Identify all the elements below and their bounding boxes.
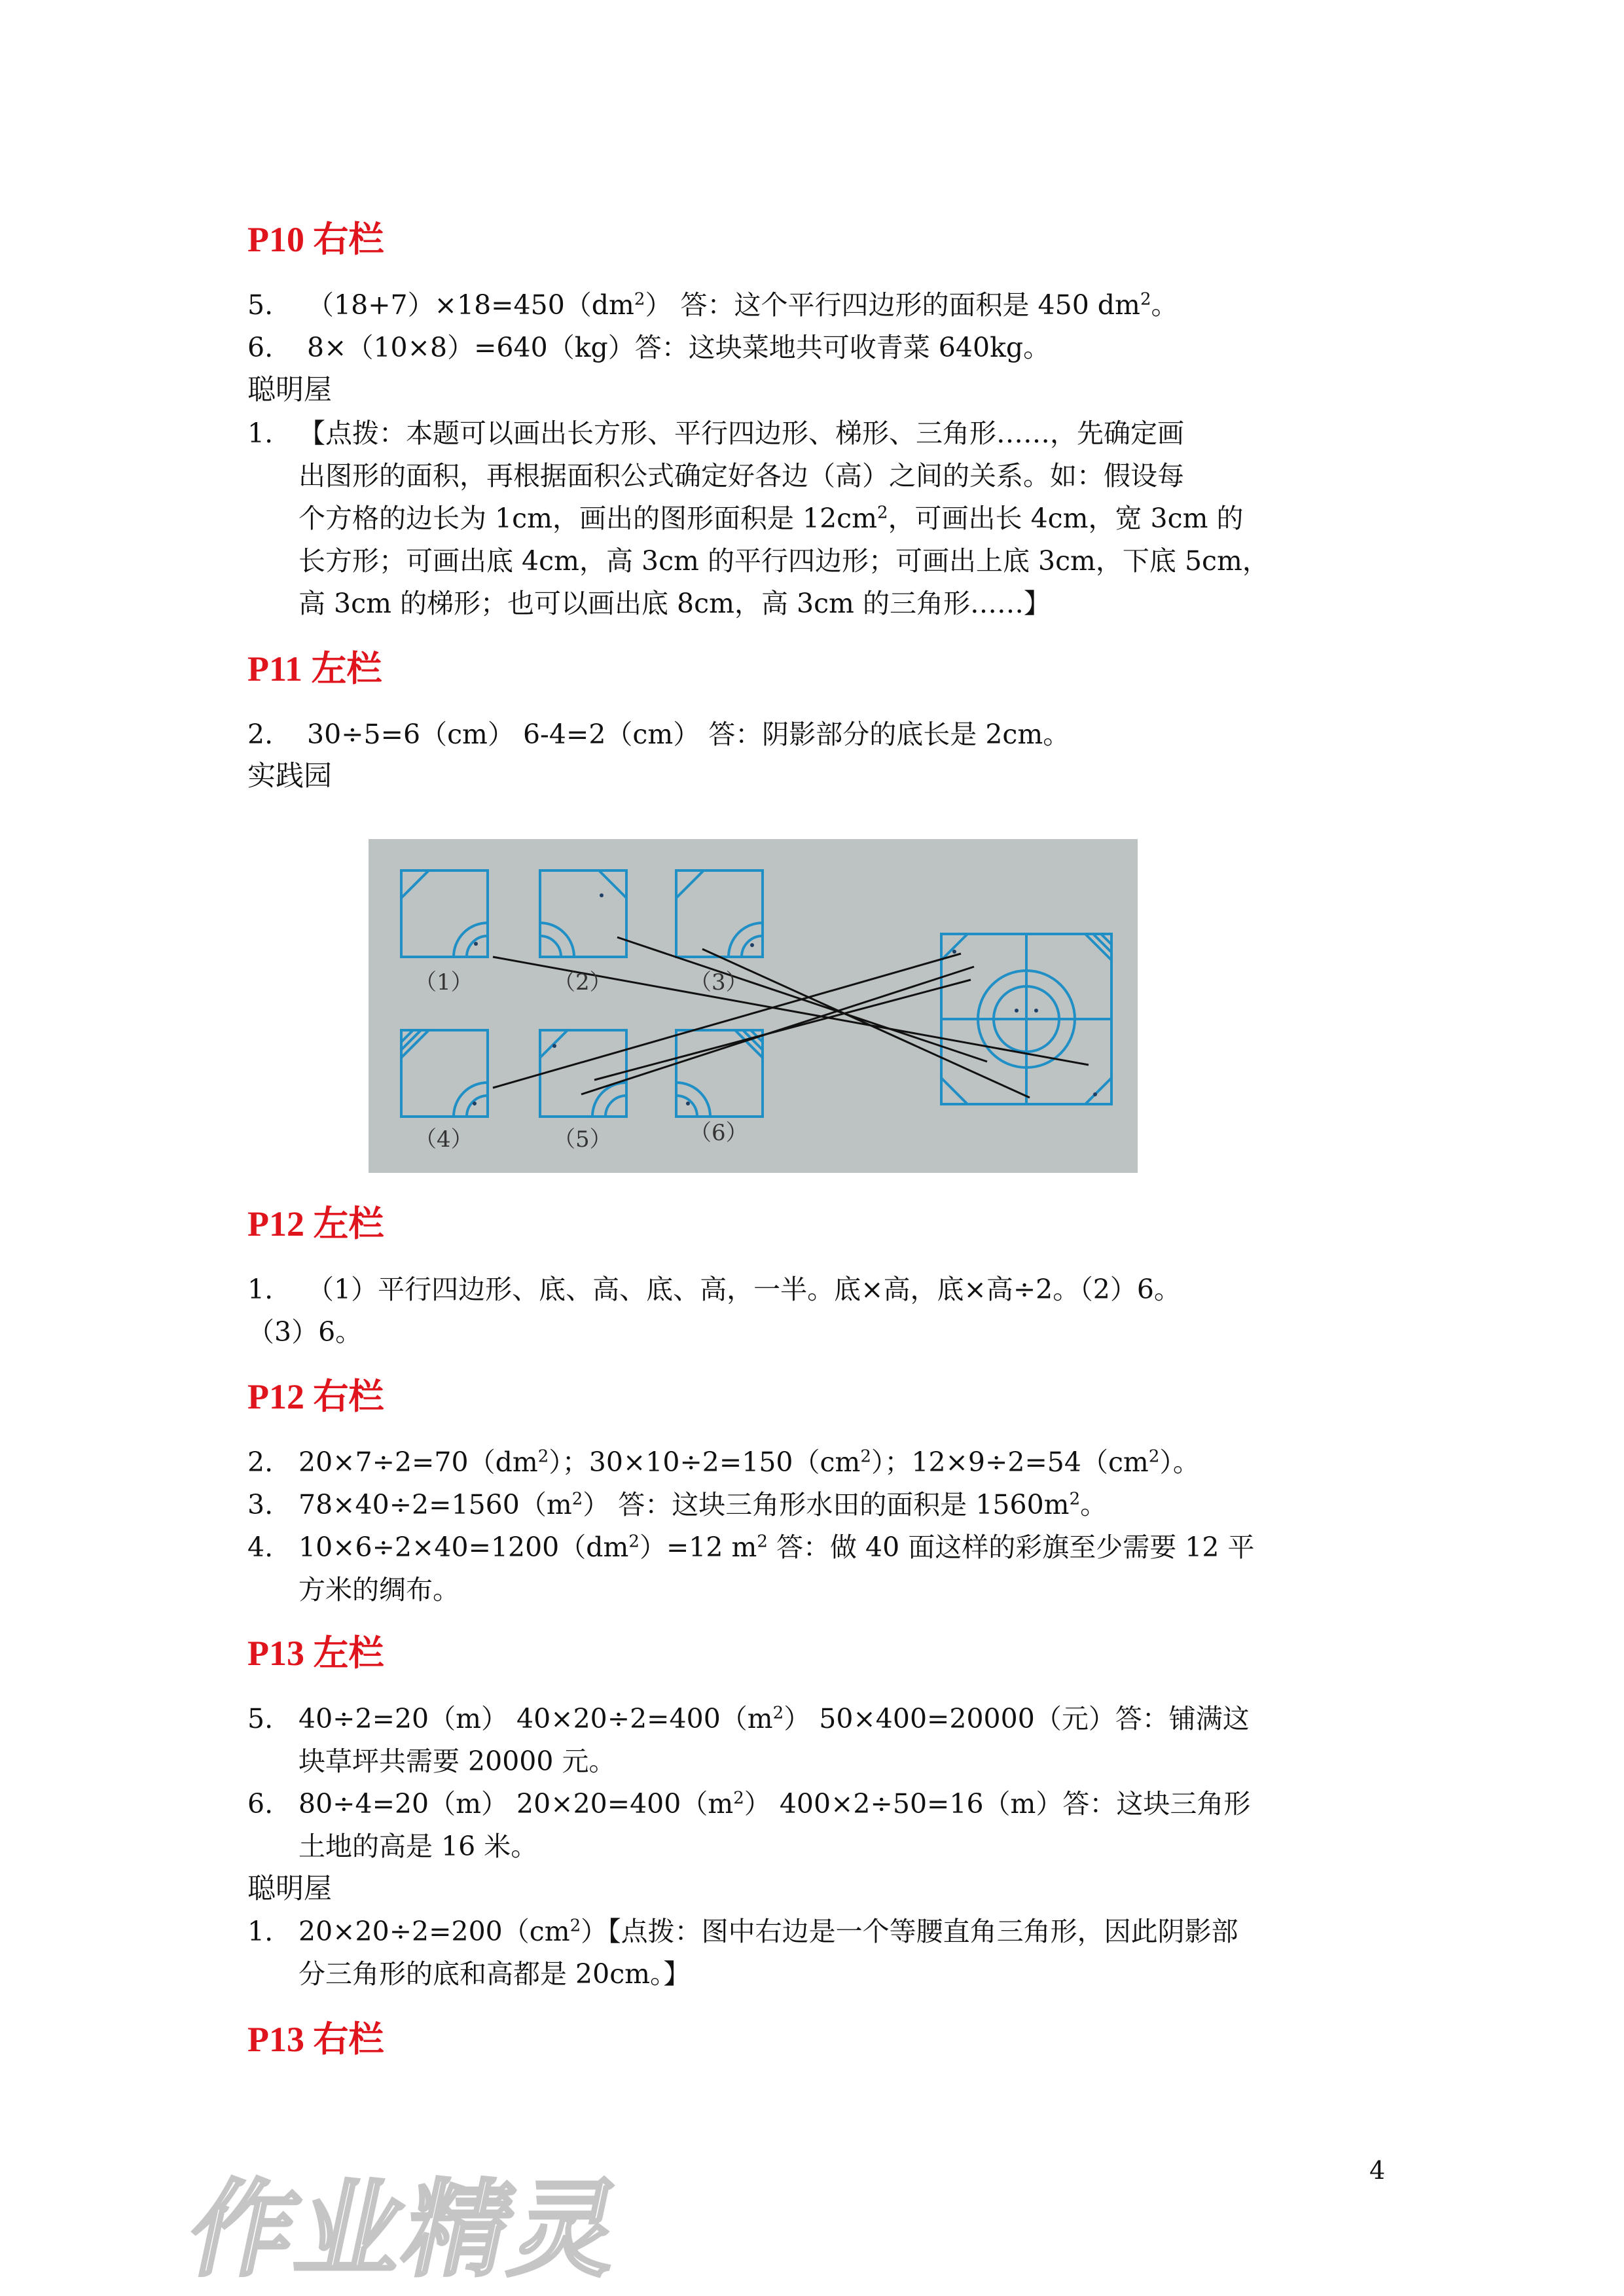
answer-p12-left-1-line1: 1. （1）平行四边形、底、高、底、高，一半。底×高，底×高÷2。（2）6。 <box>247 1274 1181 1305</box>
answer-p10-smart-1-line2: 出图形的面积，再根据面积公式确定好各边（高）之间的关系。如：假设每 <box>298 460 1184 492</box>
answer-p10-smart-1-line4: 长方形；可画出底 4cm，高 3cm 的平行四边形；可画出上底 3cm，下底 5cm， <box>298 545 1269 577</box>
tile-4 <box>401 1030 488 1117</box>
section-title-p11-left: P11 左栏 <box>247 649 382 689</box>
tile-label-6: （6） <box>689 1120 748 1146</box>
answer-p12-right-4-line1: 4. $10\times 6\div 2\times 40=1200(dm^2)=12$ $m^2$ 答：做 40 面这样的彩旗至少需要 12 平 <box>247 1532 1255 1563</box>
answer-p12-right-2: 2. $20\times 7\div 2=70(dm^2)$；$30\times 10\div 2=150(cm^2)$；$12\times 9\div 2=54(cm^2)$。 <box>247 1446 1200 1478</box>
answer-p11-2: 2. 30÷5=6（cm） 6-4=2（cm） 答：阴影部分的底长是 2cm。 <box>247 719 1070 750</box>
answer-p12-right-4-line2: 方米的绸布。 <box>298 1574 460 1605</box>
tile-label-1: （1） <box>414 969 473 996</box>
section-title-p13-left: P13 左栏 <box>247 1634 384 1673</box>
tile-label-3: （3） <box>689 969 748 996</box>
matching-lines <box>493 937 1089 1098</box>
page-number: 4 <box>1369 2156 1386 2185</box>
label-smart-house-2: 聪明屋 <box>247 1873 332 1905</box>
tile-2 <box>540 870 626 957</box>
tile-1 <box>401 870 488 957</box>
tile-matching-figure <box>369 839 1138 1173</box>
tile-label-5: （5） <box>553 1126 612 1153</box>
answer-p13-6-line1: 6. 80÷4=20（m） $20\times 20=400(m^2)$ 400×2÷50=16（m）答：这块三角形 <box>247 1788 1251 1820</box>
answer-p10-6: 6. 8×（10×8）=640（kg）答：这块菜地共可收青菜 640kg。 <box>247 332 1051 363</box>
label-smart-house-1: 聪明屋 <box>247 374 332 406</box>
answer-p13-smart-1-line1: 1. $20\times 20\div 2=200(cm^2)$【点拨：图中右边是一个等腰直角三角形，因此阴影部 <box>247 1916 1238 1947</box>
answer-p13-6-line2: 土地的高是 16 米。 <box>298 1831 538 1862</box>
answer-p13-5-line2: 块草坪共需要 20000 元。 <box>298 1746 616 1777</box>
watermark-logo-large: 作业精灵 <box>179 2168 635 2291</box>
tile-matching-drawing <box>369 839 1138 1173</box>
answer-p10-smart-1-line5: 高 3cm 的梯形；也可以画出底 8cm，高 3cm 的三角形……】 <box>298 588 1051 619</box>
combined-pattern <box>941 934 1111 1104</box>
tile-label-2: （2） <box>553 969 612 996</box>
section-title-p13-right: P13 右栏 <box>247 2020 384 2059</box>
answer-p12-right-3: 3. $78\times 40\div 2=1560(m^2)$ 答：这块三角形水田的面积是 $1560m^2$。 <box>247 1489 1108 1520</box>
tile-3 <box>676 870 763 957</box>
answer-p10-smart-1-line3: 个方格的边长为 1cm，画出的图形面积是 $12cm^2$，可画出长 4cm，宽 3cm 的 <box>298 503 1244 534</box>
tile-6 <box>676 1030 763 1117</box>
answer-p13-smart-1-line2: 分三角形的底和高都是 20cm。】 <box>298 1958 691 1990</box>
section-title-p12-left: P12 左栏 <box>247 1204 384 1244</box>
tile-5 <box>540 1030 626 1117</box>
section-title-p10-right: P10 右栏 <box>247 220 384 259</box>
tile-label-4: （4） <box>414 1126 473 1153</box>
label-practice-garden: 实践园 <box>247 760 332 793</box>
answer-p10-smart-1-line1: 1. 【点拨：本题可以画出长方形、平行四边形、梯形、三角形……，先确定画 <box>247 418 1184 449</box>
tile-labels <box>414 969 748 1153</box>
section-title-p12-right: P12 右栏 <box>247 1377 384 1416</box>
answer-p13-5-line1: 5. 40÷2=20（m） $40\times 20\div 2=400(m^2)$ 50×400=20000（元）答：铺满这 <box>247 1703 1250 1734</box>
answer-p12-left-1-line2: （3）6。 <box>247 1316 363 1348</box>
answer-p10-5: 5. $(18+7)\times 18=450(dm^2)$ 答：这个平行四边形的面积是 450 $dm^2$。 <box>247 289 1178 321</box>
